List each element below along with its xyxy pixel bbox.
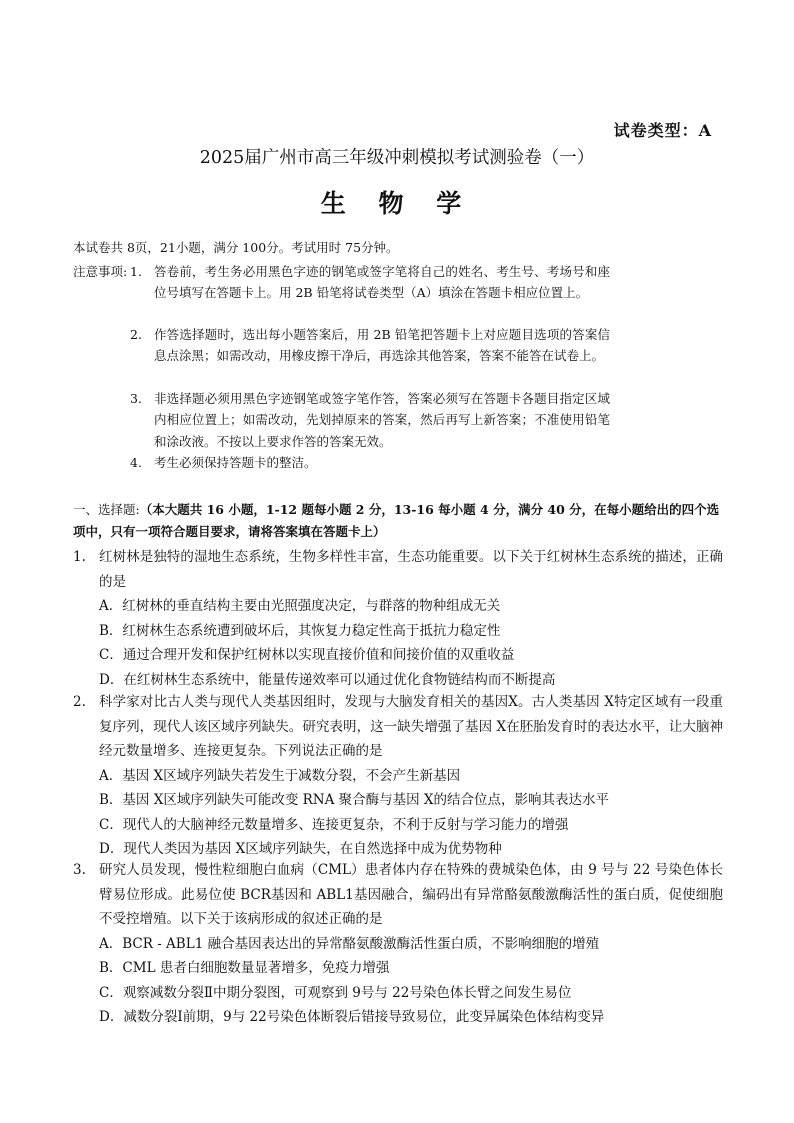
question-1 <box>73 545 723 692</box>
option-b: B．CML 患者白细胞数量显著增多，免疫力增强 <box>99 960 390 976</box>
section-instructions: （本大题共 16 小题，1-12 题每小题 2 分，13-16 每小题 4 分，满分 40 分，在每小题给出的四个选项中，只有一项符合题目要求，请将答案填在答题卡上） <box>73 502 720 539</box>
option-c: C．通过合理开发和保护红树林以实现直接价值和间接价值的双重收益 <box>99 647 515 663</box>
option-a: A．基因 X区域序列缺失若发生于减数分裂，不会产生新基因 <box>99 767 461 784</box>
note-text: 答卷前，考生务必用黑色字迹的钢笔或签字笔将自己的姓名、考生号、考场号和座位号填写在答题卡上。用 2B 铅笔将试卷类型（A）填涂在答题卡相应位置上。 <box>154 264 610 301</box>
note-text: 非选择题必须用黑色字迹钢笔或签字笔作答，答案必须写在答题卡各题目指定区域内相应位置上；如需改动，先划掉原来的答案，然后再写上新答案；不准使用铅笔和涂改液。不按以上要求作答的答案无效。 <box>154 391 610 449</box>
exam-title: 2025届广州市高三年级冲刺模拟考试测验卷（一） <box>199 148 595 168</box>
question-number: 1. <box>73 549 86 565</box>
option-c: C．现代人的大脑神经元数量增多、连接更复杂，不利于反射与学习能力的增强 <box>99 816 569 833</box>
note-number: 2. <box>130 327 142 342</box>
option-a: A．红树林的垂直结构主要由光照强度决定，与群落的物种组成无关 <box>99 598 501 614</box>
notes-label: 注意事项: <box>73 264 128 279</box>
subject-title: 生 物 学 <box>320 189 474 218</box>
note-item <box>130 388 610 452</box>
question-stem: 科学家对比古人类与现代人类基因组时，发现与大脑发育相关的基因X。古人类基因 X特定区域有一段重复序列，现代人该区域序列缺失。研究表明，这一缺失增强了基因 X在胚胎发育时的表达水平，让大脑神经元数量增多、连接更复杂。下列说法正确的是 <box>99 694 723 759</box>
option-c: C．观察减数分裂Ⅱ中期分裂图，可观察到 9号与 22号染色体长臂之间发生易位 <box>99 984 572 1001</box>
paper-type-label: 试卷类型：A <box>613 121 712 140</box>
option-a: A．BCR - ABL1 融合基因表达出的异常酪氨酸激酶活性蛋白质，不影响细胞的增殖 <box>99 935 600 952</box>
section-title: 一、选择题: <box>73 502 140 517</box>
question-number: 2. <box>73 694 86 710</box>
question-number: 3. <box>73 862 86 878</box>
note-number: 1. <box>130 264 142 279</box>
note-item <box>130 324 610 367</box>
option-b: B．红树林生态系统遭到破坏后，其恢复力稳定性高于抵抗力稳定性 <box>99 622 501 639</box>
question-2 <box>73 690 723 862</box>
question-stem: 研究人员发现，慢性粒细胞白血病（CML）患者体内存在特殊的费城染色体，由 9 号与 22 号染色体长臂易位形成。此易位使 BCR基因和 ABL1基因融合，编码出有异常酪氨酸激酶活性的蛋白质，促使细胞不受控增殖。以下关于该病形成的叙述正确的是 <box>99 862 723 927</box>
option-d: D．现代人类因为基因 X区域序列缺失，在自然选择中成为优势物种 <box>99 841 502 857</box>
option-d: D．在红树林生态系统中，能量传递效率可以通过优化食物链结构而不断提高 <box>99 671 556 688</box>
note-item <box>130 452 610 473</box>
note-text: 作答选择题时，选出每小题答案后，用 2B 铅笔把答题卡上对应题目选项的答案信息点涂黑；如需改动，用橡皮擦干净后，再选涂其他答案，答案不能答在试卷上。 <box>154 327 610 364</box>
question-3 <box>73 858 723 1030</box>
option-d: D．减数分裂Ⅰ前期，9与 22号染色体断裂后错接导致易位，此变异属染色体结构变异 <box>99 1009 605 1025</box>
section-header <box>73 499 723 543</box>
note-number: 3. <box>130 391 142 406</box>
question-stem: 红树林是独特的湿地生态系统，生物多样性丰富，生态功能重要。以下关于红树林生态系统的描述，正确的是 <box>99 549 723 590</box>
exam-intro: 本试卷共 8页，21小题，满分 100分。考试用时 75分钟。 <box>73 240 399 255</box>
note-item <box>130 261 610 304</box>
note-number: 4. <box>130 455 142 470</box>
option-b: B．基因 X区域序列缺失可能改变 RNA 聚合酶与基因 X的结合位点，影响其表达水平 <box>99 792 610 808</box>
note-text: 考生必须保持答题卡的整洁。 <box>154 455 317 470</box>
